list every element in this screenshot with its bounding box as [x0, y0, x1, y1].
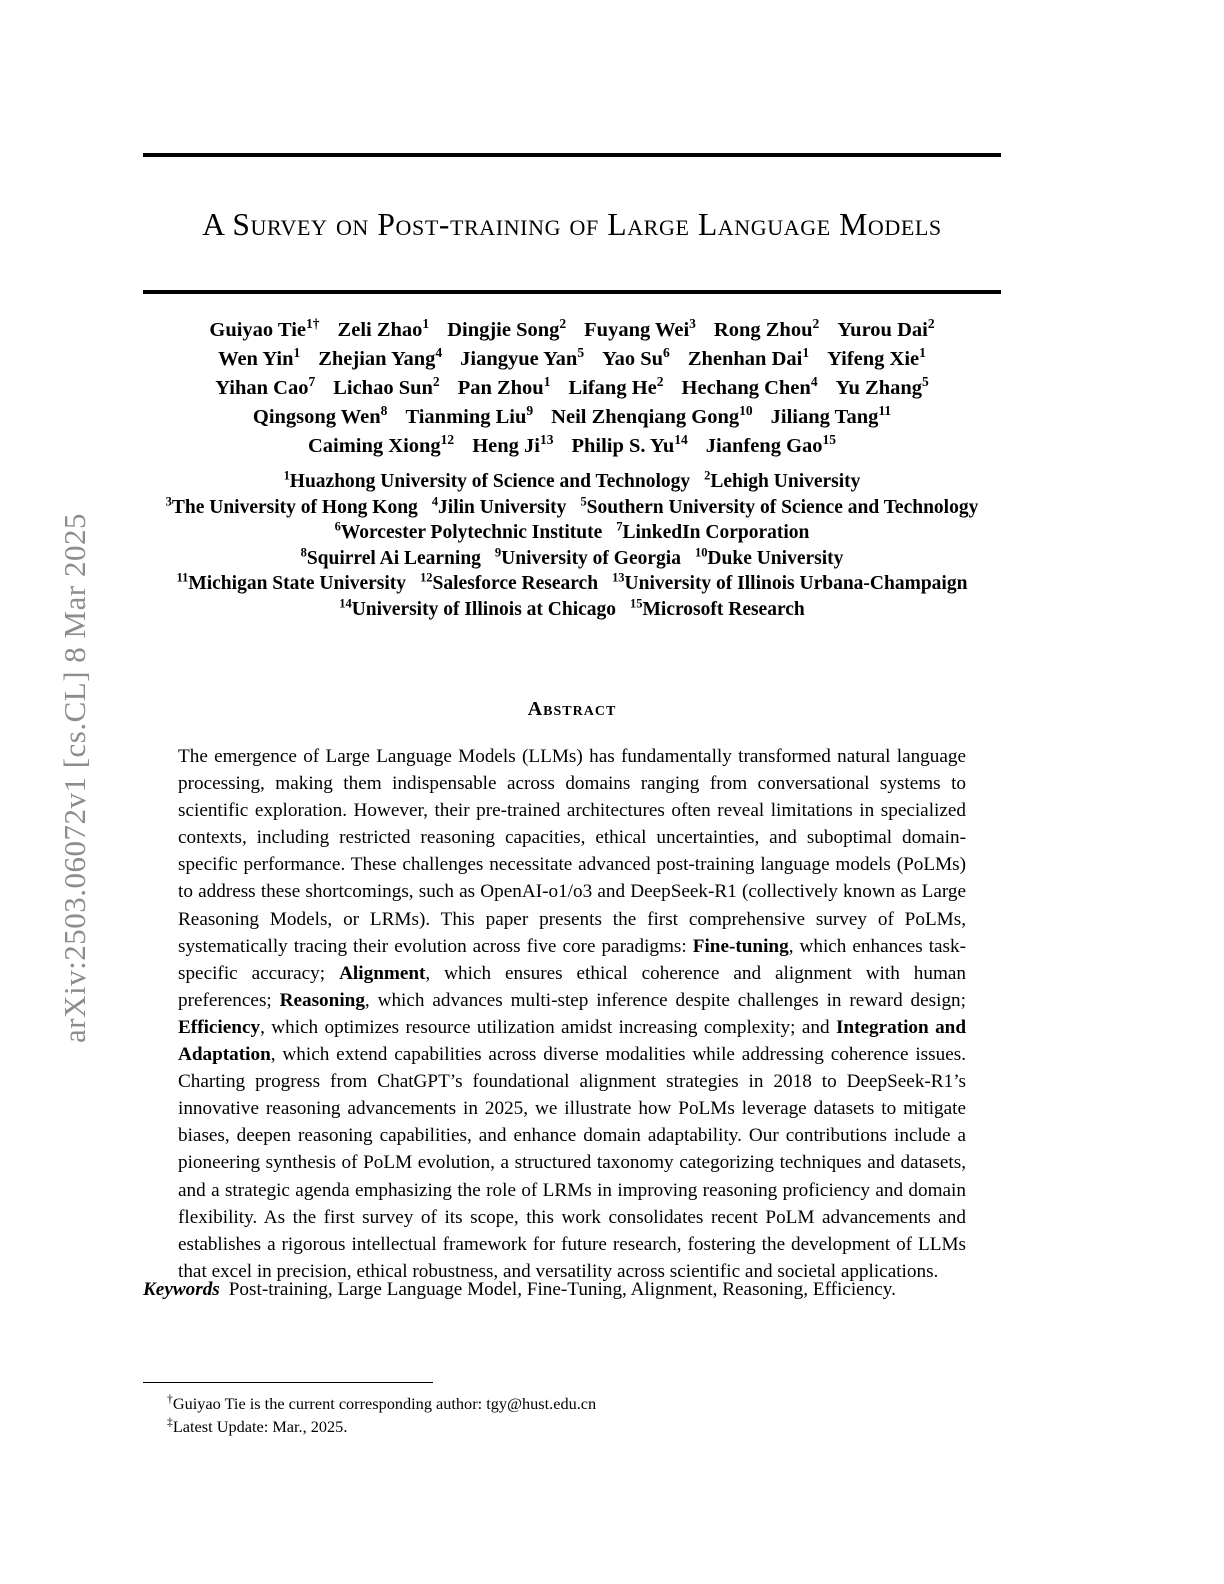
affiliation-name: Salesforce Research [432, 573, 599, 594]
author-affiliation-marker: 2 [432, 374, 440, 390]
affiliation-name: Michigan State University [188, 573, 407, 594]
author-affiliation-marker: 2 [559, 316, 567, 332]
abstract-emphasis: Alignment [339, 962, 426, 984]
abstract-text: , which enhances task-specific accuracy; [178, 935, 966, 984]
paper-page [143, 0, 1001, 1584]
author-affiliation-marker: 6 [663, 345, 670, 361]
affiliation-item [494, 545, 681, 569]
affiliation-marker: 9 [494, 545, 502, 559]
affiliation-item [283, 468, 691, 492]
affiliation-marker: 11 [176, 570, 189, 585]
author-affiliation-marker: 1 [919, 345, 926, 361]
affiliation-item [612, 570, 968, 594]
author-affiliation-marker: 15 [822, 432, 837, 448]
affiliation-name: Lehigh University [710, 471, 861, 492]
author-name: Zeli Zhao$^1$ [337, 316, 430, 341]
title-block [143, 153, 1001, 294]
page-title: A Survey on Post-training of Large Language Models [202, 207, 942, 243]
footnote-item [143, 1415, 743, 1438]
footnote-marker: ‡ [167, 1415, 173, 1429]
abstract-body [178, 743, 966, 1285]
title-rule-bottom [143, 290, 1001, 294]
affiliation-item [580, 494, 979, 518]
affiliation-item [300, 545, 481, 569]
author-line [143, 432, 1001, 461]
author-affiliation-marker: 14 [674, 432, 688, 448]
affiliation-item [339, 596, 617, 620]
author-name: Jiangyue Yan$^5$ [460, 345, 585, 370]
affiliation-list [127, 469, 1017, 622]
affiliation-marker: 10 [694, 545, 708, 559]
author-affiliation-marker: 13 [539, 432, 554, 448]
affiliation-marker: 5 [580, 494, 587, 508]
author-affiliation-marker: 2 [927, 316, 935, 332]
affiliation-item [630, 596, 805, 620]
affiliation-item [165, 494, 418, 518]
affiliation-name: Duke University [707, 547, 844, 569]
keywords-line [143, 1277, 1013, 1303]
abstract-emphasis: Reasoning [279, 989, 365, 1011]
affiliation-marker: 15 [630, 596, 643, 610]
author-name: Tianming Liu$^9$ [405, 403, 534, 428]
author-affiliation-marker: 2 [656, 374, 664, 390]
footnote-items [143, 1392, 743, 1438]
author-name: Yihan Cao$^7$ [215, 374, 316, 399]
affiliation-marker: 2 [704, 468, 711, 483]
author-name: Jiliang Tang$^{11}$ [770, 403, 892, 428]
footnote-text: Guiyao Tie is the current corresponding author: tgy@hust.edu.cn [172, 1394, 597, 1414]
affiliation-marker: 6 [334, 519, 341, 534]
affiliation-marker: 8 [300, 545, 307, 559]
author-affiliation-marker: 1 [293, 345, 301, 361]
author-affiliation-marker: 2 [812, 316, 820, 332]
author-name: Philip S. Yu$^{14}$ [571, 432, 688, 457]
author-name: Neil Zhenqiang Gong$^{10}$ [551, 403, 753, 428]
author-line [143, 316, 1001, 345]
affiliation-marker: 14 [339, 596, 352, 610]
keywords-text: Post-training, Large Language Model, Fine-Tuning, Alignment, Reasoning, Efficiency. [228, 1279, 896, 1300]
author-affiliation-marker: 5 [922, 374, 929, 390]
affiliation-item [334, 519, 603, 543]
affiliation-marker: 1 [283, 468, 290, 483]
keywords-label: Keywords [143, 1279, 220, 1300]
affiliation-line [127, 520, 1017, 546]
author-affiliation-marker: 8 [380, 403, 388, 419]
abstract-text: , which extend capabilities across diverse modalities while addressing coherence issues. Charting progress from ChatGPT’s foundational alignment strategies in 2018 to DeepSeek-R1’s innovative reasoning advancements in 2025, we illustrate how PoLMs leverage datasets to mitigate biases, deepen reasoning capabilities, and enhance domain adaptability. Our contributions include a pioneering synthesis of PoLM evolution, a structured taxonomy categorizing techniques and datasets, and a strategic agenda emphasizing the role of LRMs in improving reasoning proficiency and domain flexibility. As the first survey of its scope, this work consolidates recent PoLM advancements and establishes a rigorous intellectual framework for future research, fostering the development of LLMs that excel in precision, ethical robustness, and versatility across scientific and societal applications. [178, 1044, 966, 1282]
affiliation-item [176, 570, 407, 594]
affiliation-name: Worcester Polytechnic Institute [340, 522, 603, 543]
author-list [143, 316, 1001, 461]
abstract-text: , which ensures ethical coherence and alignment with human preferences; [178, 962, 966, 1011]
affiliation-item [704, 468, 861, 492]
affiliation-marker: 7 [616, 519, 623, 534]
footnote-text: Latest Update: Mar., 2025. [172, 1417, 348, 1437]
author-line [143, 403, 1001, 432]
author-name: Jianfeng Gao$^{15}$ [705, 432, 837, 457]
footnote-marker: † [167, 1392, 173, 1406]
author-affiliation-marker: 3 [689, 316, 696, 332]
author-line [143, 374, 1001, 403]
author-name: Qingsong Wen$^8$ [252, 403, 388, 428]
author-name: Lifang He$^2$ [568, 374, 664, 399]
author-name: Zhejian Yang$^4$ [318, 345, 443, 370]
author-affiliation-marker: 1† [306, 316, 320, 332]
affiliation-marker: 4 [431, 494, 439, 508]
author-name: Lichao Sun$^2$ [333, 374, 440, 399]
title-rule-top [143, 153, 1001, 157]
affiliation-name: Southern University of Science and Technology [586, 496, 979, 518]
author-name: Zhenhan Dai$^1$ [687, 345, 810, 370]
author-name: Yao Su$^6$ [602, 345, 670, 370]
affiliation-line [127, 597, 1017, 623]
author-name: Rong Zhou$^2$ [713, 316, 820, 341]
affiliation-marker: 12 [420, 570, 433, 585]
affiliation-name: Huazhong University of Science and Technology [289, 471, 691, 492]
author-affiliation-marker: 4 [810, 374, 818, 390]
affiliation-name: The University of Hong Kong [171, 496, 418, 518]
arxiv-stamp [0, 0, 120, 1584]
affiliation-name: University of Illinois Urbana-Champaign [624, 573, 968, 594]
footnote-block [143, 1382, 743, 1438]
abstract-section [143, 698, 1001, 1285]
author-affiliation-marker: 1 [802, 345, 810, 361]
author-affiliation-marker: 4 [435, 345, 443, 361]
author-name: Caiming Xiong$^{12}$ [307, 432, 455, 457]
affiliation-marker: 13 [612, 570, 625, 585]
affiliation-line [127, 546, 1017, 572]
abstract-emphasis: Fine-tuning [692, 935, 789, 957]
author-affiliation-marker: 10 [739, 403, 753, 419]
affiliation-item [616, 519, 810, 543]
author-name: Hechang Chen$^4$ [681, 374, 818, 399]
author-name: Pan Zhou$^1$ [457, 374, 551, 399]
abstract-text: , which advances multi-step inference despite challenges in reward design; [364, 989, 966, 1011]
affiliation-name: Microsoft Research [642, 598, 805, 620]
affiliation-line [127, 571, 1017, 597]
author-name: Yifeng Xie$^1$ [827, 345, 926, 370]
author-affiliation-marker: 5 [577, 345, 585, 361]
affiliation-name: Jilin University [438, 496, 567, 518]
affiliation-marker: 3 [165, 494, 172, 508]
abstract-text: , which optimizes resource utilization amidst increasing complexity; and [260, 1016, 836, 1038]
author-name: Wen Yin$^1$ [218, 345, 301, 370]
affiliation-name: Squirrel Ai Learning [306, 547, 481, 569]
affiliation-item [694, 545, 844, 569]
author-line [143, 345, 1001, 374]
author-affiliation-marker: 11 [878, 403, 892, 419]
affiliation-line [127, 495, 1017, 521]
arxiv-stamp-text: arXiv:2503.06072v1 [cs.CL] 8 Mar 2025 [57, 513, 92, 1043]
author-affiliation-marker: 1 [543, 374, 551, 390]
author-name: Guiyao Tie$^{1\dagger}$ [209, 316, 320, 341]
affiliation-item [420, 570, 599, 594]
footnote-rule [143, 1382, 433, 1383]
abstract-text: The emergence of Large Language Models (LLMs) has fundamentally transformed natural language processing, making them indispensable across domains ranging from conversational systems to scientific exploration. However, their pre-trained architectures often reveal limitations in specialized contexts, including restricted reasoning capacities, ethical uncertainties, and suboptimal domain-specific performance. These challenges necessitate advanced post-training language models (PoLMs) to address these shortcomings, such as OpenAI-o1/o3 and DeepSeek-R1 (collectively known as Large Reasoning Models, or LRMs). This paper presents the first comprehensive survey of PoLMs, systematically tracing their evolution across five core paradigms: [178, 746, 966, 957]
affiliation-name: University of Georgia [501, 547, 681, 569]
affiliation-line [127, 469, 1017, 495]
author-name: Yu Zhang$^5$ [835, 374, 929, 399]
footnote-item [143, 1392, 743, 1415]
author-affiliation-marker: 1 [422, 316, 430, 332]
affiliation-item [431, 494, 567, 518]
author-name: Dingjie Song$^2$ [447, 316, 567, 341]
author-affiliation-marker: 7 [308, 374, 316, 390]
author-affiliation-marker: 9 [526, 403, 534, 419]
author-name: Fuyang Wei$^3$ [584, 316, 696, 341]
abstract-emphasis: Integration and Adaptation [178, 1016, 967, 1066]
abstract-heading: Abstract [527, 698, 617, 720]
affiliation-name: LinkedIn Corporation [622, 522, 810, 543]
author-name: Heng Ji$^{13}$ [472, 432, 554, 457]
affiliation-name: University of Illinois at Chicago [351, 598, 617, 620]
author-name: Yurou Dai$^2$ [837, 316, 935, 341]
abstract-emphasis: Efficiency [178, 1016, 261, 1038]
author-affiliation-marker: 12 [440, 432, 455, 448]
